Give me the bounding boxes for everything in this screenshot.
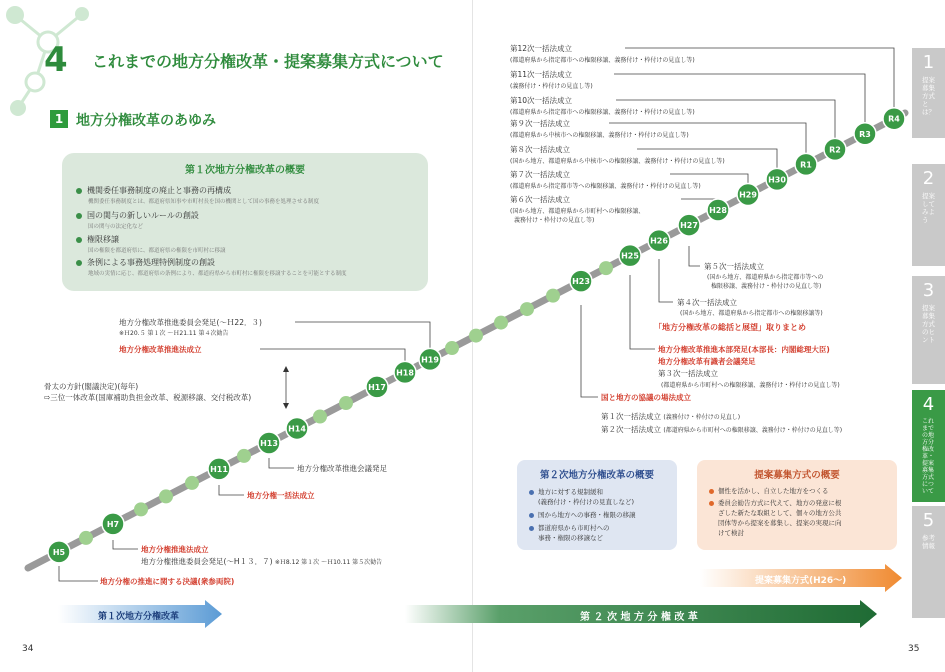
r1-label: 第９次一括法成立 xyxy=(510,119,570,128)
h19-event-label: 地方分権改革推進法成立 xyxy=(119,345,202,354)
timeline-node-label: H13 xyxy=(260,438,278,448)
r4-desc: (都道府県から指定都市への権限移譲、義務付け・枠付けの見直し等) xyxy=(510,57,695,64)
h27-desc: 権限移譲、義務付け・枠付けの見直し等) xyxy=(711,283,822,290)
h5-event-label: 地方分権の推進に関する決議(衆参両院) xyxy=(100,577,235,586)
h25-desc: (都道府県から市町村への権限移譲、義務付け・枠付けの見直し等) xyxy=(661,382,840,389)
h7-event-label: 地方分権推進法成立 xyxy=(141,545,209,554)
h30-desc: (国から地方、都道府県から中核市への権限移譲、義務付け・枠付けの見直し等) xyxy=(510,158,725,165)
timeline-node-label: H25 xyxy=(621,251,639,261)
timeline-node-label: R1 xyxy=(800,160,812,170)
h25-headquarters-label: 地方分権改革推進本部発足(本部長：内閣総理大臣) xyxy=(658,345,830,354)
timeline-node-label: H26 xyxy=(650,236,668,246)
r4-label: 第12次一括法成立 xyxy=(510,44,573,53)
timeline-node-label: H27 xyxy=(680,221,698,231)
first-reform-item: 国の関与の新しいルールの創設 xyxy=(76,210,199,221)
h30-label: 第８次一括法成立 xyxy=(510,145,570,154)
proposal-item: 個性を活かし、自立した地方をつくる xyxy=(709,486,829,496)
h23-second-label: 第２次一括法成立 (都道府県から市町村への権限移譲、義務付け・枠付けの見直し等) xyxy=(601,425,843,434)
r3-label: 第11次一括法成立 xyxy=(510,70,573,79)
proposal-system-title: 提案募集方式の概要 xyxy=(754,470,840,481)
timeline-node-label: H23 xyxy=(572,277,590,287)
first-reform-item-desc: 機関委任事務制度とは、都道府県知事や市町村長を国の機関として国の事務を処理させる制度 xyxy=(88,199,320,205)
timeline-node-label: H28 xyxy=(709,206,727,216)
h11-event-label: 地方分権一括法成立 xyxy=(247,491,315,500)
second-reform-item: 都道府県から市町村への 事務・権限の移譲など xyxy=(529,523,610,543)
h7-committee-label: 地方分権推進委員会発足(〜H１３．７) ※Ｈ8.12 第１次 〜Ｈ10.11 第５次勧告 xyxy=(141,557,383,566)
h25-label: 第３次一括法成立 xyxy=(658,369,718,378)
first-reform-item-desc: 国の関与の法定化など xyxy=(88,224,144,230)
h26-summary-label: 「地方分権改革の総括と展望」取りまとめ xyxy=(654,323,806,332)
second-reform-item: 地方に対する規制緩和 (義務付け・枠付けの見直しなど) xyxy=(529,487,634,507)
timeline-node-label: H17 xyxy=(368,382,386,392)
timeline-node-label: H11 xyxy=(210,464,228,474)
h29-label: 第７次一括法成立 xyxy=(510,170,570,179)
h28-desc: (国から地方、都道府県から市町村への権限移譲、 xyxy=(510,208,645,215)
tab-chapter-4[interactable]: 4 これまでの地方分権改革・提案募集方式について xyxy=(912,390,945,502)
r3-desc: (義務付け・枠付けの見直し等) xyxy=(510,83,593,90)
h19-committee-label: 地方分権改革推進委員会発足(〜Ｈ22．３) xyxy=(119,318,262,327)
second-reform-title: 第２次地方分権改革の概要 xyxy=(539,470,654,481)
timeline-node-label: H14 xyxy=(288,424,306,434)
section-number: 1 xyxy=(50,110,68,128)
h25-council-label: 地方分権改革有識者会議発足 xyxy=(658,357,756,366)
tab-chapter-1[interactable]: 1 提案募集方式とは？ xyxy=(912,48,945,138)
first-reform-item: 条例による事務処理特例制度の創設 xyxy=(76,257,215,268)
timeline-node-label: H5 xyxy=(52,547,66,557)
h29-desc: (都道府県から指定都市等への権限移譲、義務付け・枠付けの見直し等) xyxy=(510,183,701,190)
h23-event-label: 国と地方の協議の場法成立 xyxy=(601,393,691,402)
h27-desc: (国から地方、都道府県から指定都市等への xyxy=(707,274,824,281)
first-reform-phase-label: 第１次地方分権改革 xyxy=(98,612,180,622)
second-reform-phase-label: 第 ２ 次 地 方 分 権 改 革 xyxy=(580,612,698,623)
second-reform-item: 国から地方への事務・権限の移譲 xyxy=(529,510,636,520)
proposal-item: 委員会勧告方式に代えて、地方の発意に根 ざした新たな取組として、個々の地方公共 団体等から提案を募集し、提案の実現に向 けて検討 xyxy=(709,498,842,538)
page-number-right: 35 xyxy=(908,644,920,654)
timeline-node-label: H7 xyxy=(106,519,120,529)
h17-policy-label: 骨太の方針(閣議決定)(毎年) xyxy=(44,382,139,391)
timeline-node-label: R4 xyxy=(888,114,900,124)
h26-desc: (国から地方、都道府県から指定都市への権限移譲等) xyxy=(680,310,823,317)
tab-chapter-5[interactable]: 5 参考情報 xyxy=(912,506,945,618)
h17-trinity-label: ⇨三位一体改革(国庫補助負担金改革、税源移譲、交付税改革) xyxy=(44,393,252,402)
page-number-left: 34 xyxy=(22,644,34,654)
tab-chapter-3[interactable]: 3 提案募集方式のヒント xyxy=(912,276,945,384)
first-reform-item-desc: 国の権限を都道府県に、都道府県の権限を市町村に移譲 xyxy=(88,248,226,254)
first-reform-title: 第１次地方分権改革の概要 xyxy=(185,165,305,176)
r1-desc: (都道府県から中核市への権限移譲、義務付け・枠付けの見直し等) xyxy=(510,132,689,139)
timeline-node-label: H30 xyxy=(768,175,786,185)
h26-label: 第４次一括法成立 xyxy=(677,298,737,307)
timeline-node-label: R2 xyxy=(829,145,841,155)
timeline-node-label: R3 xyxy=(859,129,871,139)
h28-desc: 義務付け・枠付けの見直し等) xyxy=(514,217,595,224)
timeline-node-label: H19 xyxy=(421,355,439,365)
h28-label: 第６次一括法成立 xyxy=(510,195,570,204)
tab-chapter-2[interactable]: 2 提案してみよう xyxy=(912,164,945,266)
h19-committee-note: ※Ｈ20.５ 第１次 〜Ｈ21.11 第４次勧告 xyxy=(119,330,229,337)
h27-label: 第５次一括法成立 xyxy=(704,262,764,271)
proposal-system-phase-label: 提案募集方式(H26〜) xyxy=(755,576,847,586)
first-reform-item-desc: 地域の実情に応じ、都道府県の条例により、都道府県から市町村に権限を移譲することを可能とする制度 xyxy=(88,271,347,277)
chapter-title: これまでの地方分権改革・提案募集方式について xyxy=(92,52,444,71)
timeline-node-label: H29 xyxy=(739,190,757,200)
h13-event-label: 地方分権改革推進会議発足 xyxy=(297,464,387,473)
section-title: 地方分権改革のあゆみ xyxy=(76,113,216,129)
h23-first-label: 第１次一括法成立 (義務付け・枠付けの見直し) xyxy=(601,412,741,421)
first-reform-item: 権限移譲 xyxy=(76,234,119,245)
r2-label: 第10次一括法成立 xyxy=(510,96,573,105)
timeline-node-label: H18 xyxy=(396,368,414,378)
chapter-number: 4 xyxy=(44,40,68,80)
first-reform-item: 機関委任事務制度の廃止と事務の再構成 xyxy=(76,185,231,196)
r2-desc: (都道府県から指定都市への権限移譲、義務付け・枠付けの見直し等) xyxy=(510,109,695,116)
